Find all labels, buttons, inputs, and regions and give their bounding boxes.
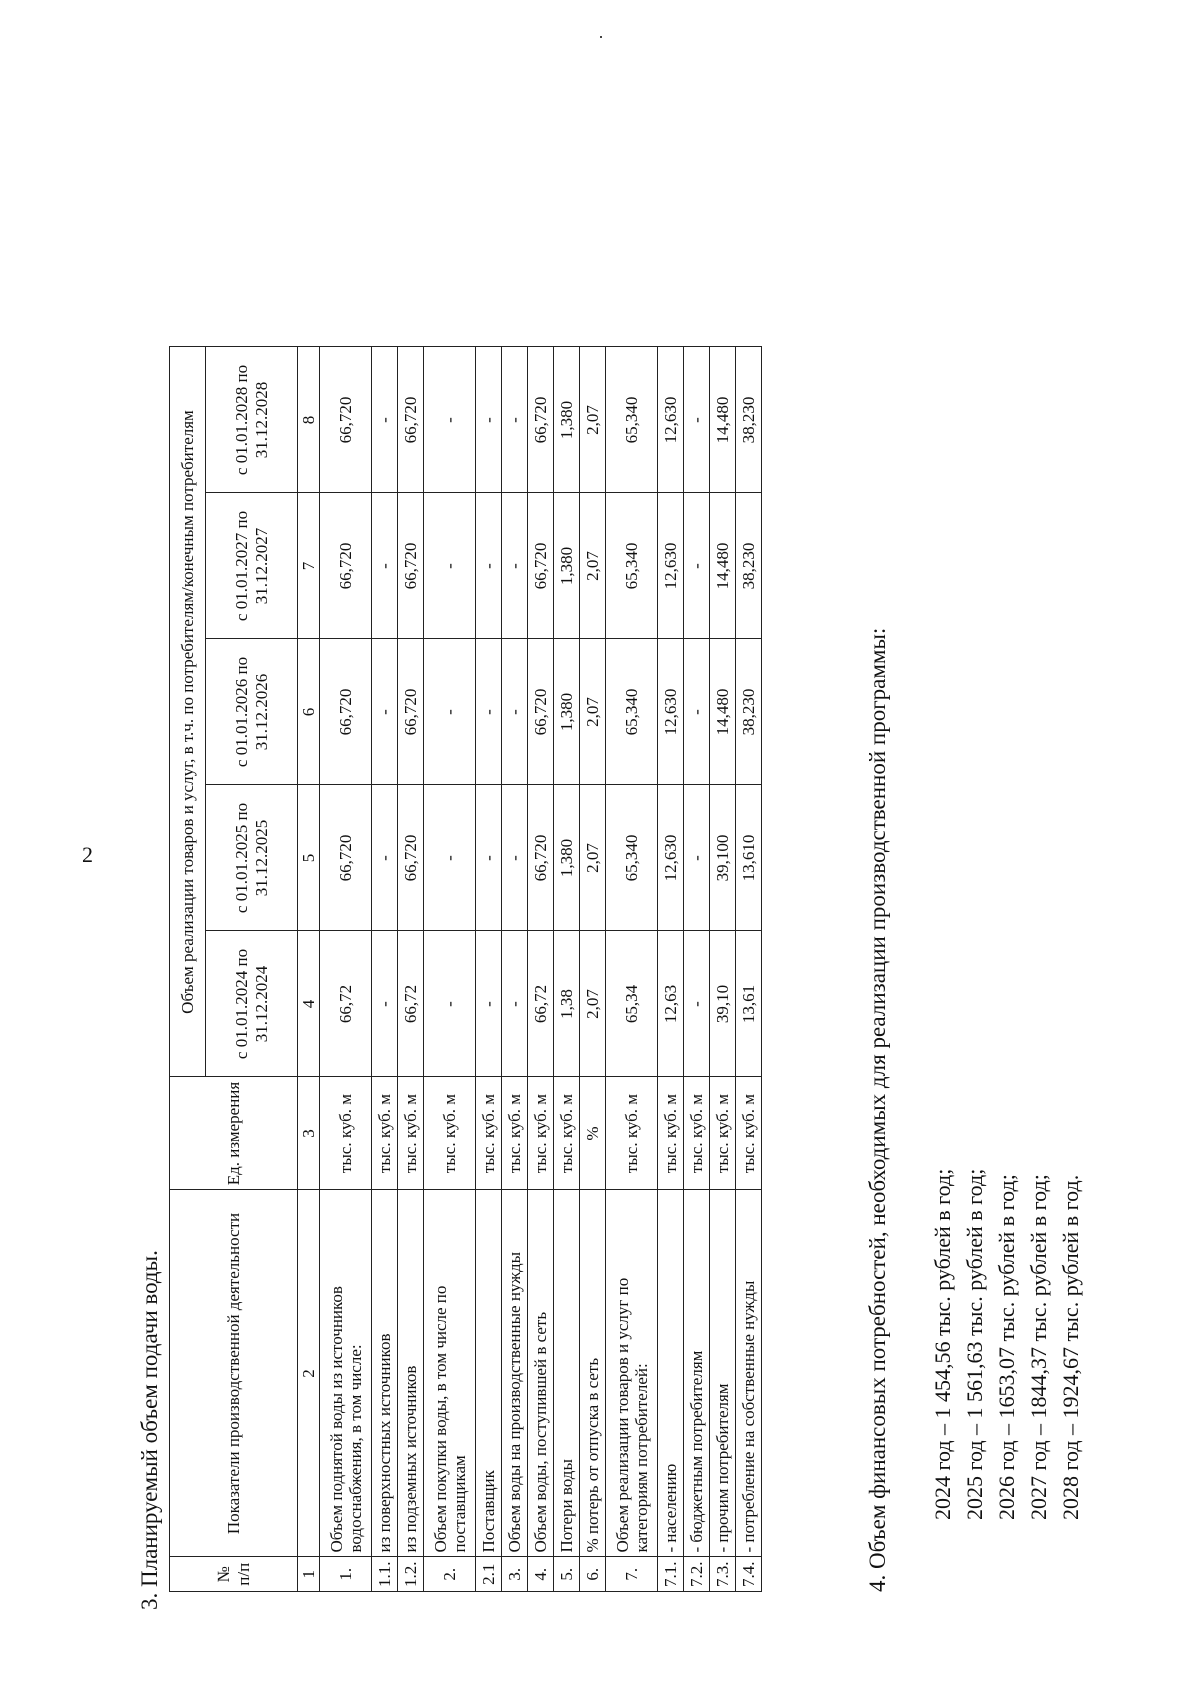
row-value: 66,720: [528, 493, 554, 639]
row-number: 3.: [502, 1557, 528, 1592]
row-indicator: Объем реализации товаров и услуг по категориям потребителей:: [606, 1190, 658, 1557]
row-number: 4.: [528, 1557, 554, 1592]
row-value: -: [424, 639, 476, 785]
table-row: [658, 347, 684, 1592]
table-row: [528, 347, 554, 1592]
row-value: -: [424, 931, 476, 1077]
row-value: -: [372, 785, 398, 931]
row-value: -: [684, 639, 710, 785]
row-value: 12,630: [658, 347, 684, 493]
table-row: [554, 347, 580, 1592]
row-value: 65,340: [606, 785, 658, 931]
header-indicator: Показатели производственной деятельности: [170, 1190, 298, 1557]
header-no: № п/п: [170, 1557, 298, 1592]
header-period: с 01.01.2028 по 31.12.2028: [206, 347, 298, 493]
row-unit: тыс. куб. м: [736, 1077, 762, 1190]
row-value: 2,07: [580, 931, 606, 1077]
financial-item: 2027 год – 1844,37 тыс. рублей в год;: [1026, 1174, 1051, 1520]
row-value: -: [502, 347, 528, 493]
row-value: -: [476, 931, 502, 1077]
row-value: 12,630: [658, 785, 684, 931]
row-value: 12,630: [658, 493, 684, 639]
financial-item: 2026 год – 1653,07 тыс. рублей в год;: [994, 1174, 1019, 1520]
row-value: 65,340: [606, 493, 658, 639]
header-volume-group: Объем реализации товаров и услуг, в т.ч. по потребителям/конечным потребителям: [170, 347, 206, 1077]
financial-item: 2025 год – 1 561,63 тыс. рублей в год;: [962, 1168, 987, 1520]
row-value: -: [476, 347, 502, 493]
row-value: -: [372, 347, 398, 493]
row-unit: тыс. куб. м: [658, 1077, 684, 1190]
row-indicator: - прочим потребителям: [710, 1190, 736, 1557]
row-value: -: [476, 493, 502, 639]
row-number: 7.3.: [710, 1557, 736, 1592]
row-value: 66,720: [398, 347, 424, 493]
page-number: 2: [82, 842, 93, 867]
row-value: 66,720: [320, 639, 372, 785]
row-value: -: [502, 639, 528, 785]
table-row: [502, 347, 528, 1592]
row-value: 66,720: [320, 347, 372, 493]
row-number: 7.4.: [736, 1557, 762, 1592]
row-value: -: [502, 785, 528, 931]
row-value: 66,720: [398, 639, 424, 785]
row-unit: тыс. куб. м: [710, 1077, 736, 1190]
row-value: 65,34: [606, 931, 658, 1077]
table-row: [580, 347, 606, 1592]
table-body: [320, 347, 762, 1592]
row-value: 2,07: [580, 347, 606, 493]
row-value: 66,720: [528, 639, 554, 785]
row-value: -: [372, 493, 398, 639]
row-unit: тыс. куб. м: [372, 1077, 398, 1190]
row-value: 1,380: [554, 493, 580, 639]
row-value: 14,480: [710, 639, 736, 785]
table-row: [398, 347, 424, 1592]
row-number: 6.: [580, 1557, 606, 1592]
row-indicator: Объем поднятой воды из источников водоснабжения, в том числе:: [320, 1190, 372, 1557]
row-value: 14,480: [710, 347, 736, 493]
row-number: 7.2.: [684, 1557, 710, 1592]
row-number: 5.: [554, 1557, 580, 1592]
row-value: 38,230: [736, 347, 762, 493]
row-indicator: из поверхностных источников: [372, 1190, 398, 1557]
row-indicator: - населению: [658, 1190, 684, 1557]
table-row: [606, 347, 658, 1592]
row-indicator: Объем покупки воды, в том числе по поставщикам: [424, 1190, 476, 1557]
row-indicator: Объем воды на производственные нужды: [502, 1190, 528, 1557]
row-unit: тыс. куб. м: [606, 1077, 658, 1190]
row-indicator: из подземных источников: [398, 1190, 424, 1557]
row-value: 1,38: [554, 931, 580, 1077]
row-value: 66,720: [398, 785, 424, 931]
financial-needs-list: [927, 1169, 1087, 1520]
row-value: 13,61: [736, 931, 762, 1077]
column-number: 7: [298, 493, 320, 639]
row-value: 66,720: [528, 785, 554, 931]
row-value: 39,100: [710, 785, 736, 931]
row-value: -: [372, 639, 398, 785]
row-value: -: [502, 931, 528, 1077]
row-value: -: [684, 931, 710, 1077]
row-value: 1,380: [554, 639, 580, 785]
column-number: 5: [298, 785, 320, 931]
row-value: 39,10: [710, 931, 736, 1077]
row-unit: тыс. куб. м: [476, 1077, 502, 1190]
header-period: с 01.01.2024 по 31.12.2024: [206, 931, 298, 1077]
row-indicator: Потери воды: [554, 1190, 580, 1557]
row-value: 66,72: [398, 931, 424, 1077]
row-value: -: [684, 785, 710, 931]
table-row: [424, 347, 476, 1592]
row-value: 66,720: [320, 785, 372, 931]
row-indicator: % потерь от отпуска в сеть: [580, 1190, 606, 1557]
row-indicator: Поставщик: [476, 1190, 502, 1557]
header-period: с 01.01.2026 по 31.12.2026: [206, 639, 298, 785]
row-value: 38,230: [736, 639, 762, 785]
row-value: -: [684, 347, 710, 493]
row-value: 1,380: [554, 347, 580, 493]
row-unit: тыс. куб. м: [684, 1077, 710, 1190]
row-number: 1.2.: [398, 1557, 424, 1592]
row-value: -: [476, 785, 502, 931]
row-value: 38,230: [736, 493, 762, 639]
row-value: 2,07: [580, 639, 606, 785]
table-row: [320, 347, 372, 1592]
table-row: [476, 347, 502, 1592]
row-value: -: [424, 785, 476, 931]
scan-dot: [600, 36, 602, 38]
column-number: 4: [298, 931, 320, 1077]
row-unit: тыс. куб. м: [424, 1077, 476, 1190]
row-number: 1.1.: [372, 1557, 398, 1592]
table-row: [684, 347, 710, 1592]
row-value: 66,720: [398, 493, 424, 639]
rotated-content: [137, 110, 1137, 1610]
row-value: 66,72: [528, 931, 554, 1077]
row-value: 65,340: [606, 347, 658, 493]
row-unit: %: [580, 1077, 606, 1190]
table-row: [710, 347, 736, 1592]
header-period: с 01.01.2025 по 31.12.2025: [206, 785, 298, 931]
column-number: 6: [298, 639, 320, 785]
row-number: 7.1.: [658, 1557, 684, 1592]
table-row: [372, 347, 398, 1592]
row-value: 13,610: [736, 785, 762, 931]
section4-title: 4. Объем финансовых потребностей, необходимых для реализации производственной программы:: [865, 627, 890, 1592]
row-indicator: - потребление на собственные нужды: [736, 1190, 762, 1557]
row-value: 2,07: [580, 785, 606, 931]
header-period: с 01.01.2027 по 31.12.2027: [206, 493, 298, 639]
column-number: 3: [298, 1077, 320, 1190]
row-value: 66,72: [320, 931, 372, 1077]
section3-title: 3. Планируемый объем подачи воды.: [137, 1250, 162, 1610]
row-value: -: [424, 347, 476, 493]
row-value: 12,63: [658, 931, 684, 1077]
financial-item: 2024 год – 1 454,56 тыс. рублей в год;: [930, 1168, 955, 1520]
water-supply-table: [169, 347, 762, 1593]
row-value: 65,340: [606, 639, 658, 785]
row-unit: тыс. куб. м: [502, 1077, 528, 1190]
row-number: 2.1: [476, 1557, 502, 1592]
row-value: -: [424, 493, 476, 639]
row-value: 12,630: [658, 639, 684, 785]
column-number: 2: [298, 1190, 320, 1557]
row-indicator: Объем воды, поступившей в сеть: [528, 1190, 554, 1557]
column-number: 1: [298, 1557, 320, 1592]
row-number: 1.: [320, 1557, 372, 1592]
row-value: 2,07: [580, 493, 606, 639]
row-value: -: [684, 493, 710, 639]
row-value: -: [502, 493, 528, 639]
column-number: 8: [298, 347, 320, 493]
header-unit: Ед. измерения: [170, 1077, 298, 1190]
row-unit: тыс. куб. м: [554, 1077, 580, 1190]
row-indicator: - бюджетным потребителям: [684, 1190, 710, 1557]
row-unit: тыс. куб. м: [320, 1077, 372, 1190]
row-unit: тыс. куб. м: [398, 1077, 424, 1190]
financial-item: 2028 год – 1924,67 тыс. рублей в год.: [1058, 1174, 1083, 1520]
row-number: 2.: [424, 1557, 476, 1592]
row-value: 66,720: [528, 347, 554, 493]
row-number: 7.: [606, 1557, 658, 1592]
row-value: -: [372, 931, 398, 1077]
row-value: 14,480: [710, 493, 736, 639]
row-value: -: [476, 639, 502, 785]
row-value: 66,720: [320, 493, 372, 639]
row-unit: тыс. куб. м: [528, 1077, 554, 1190]
table-row: [736, 347, 762, 1592]
row-value: 1,380: [554, 785, 580, 931]
